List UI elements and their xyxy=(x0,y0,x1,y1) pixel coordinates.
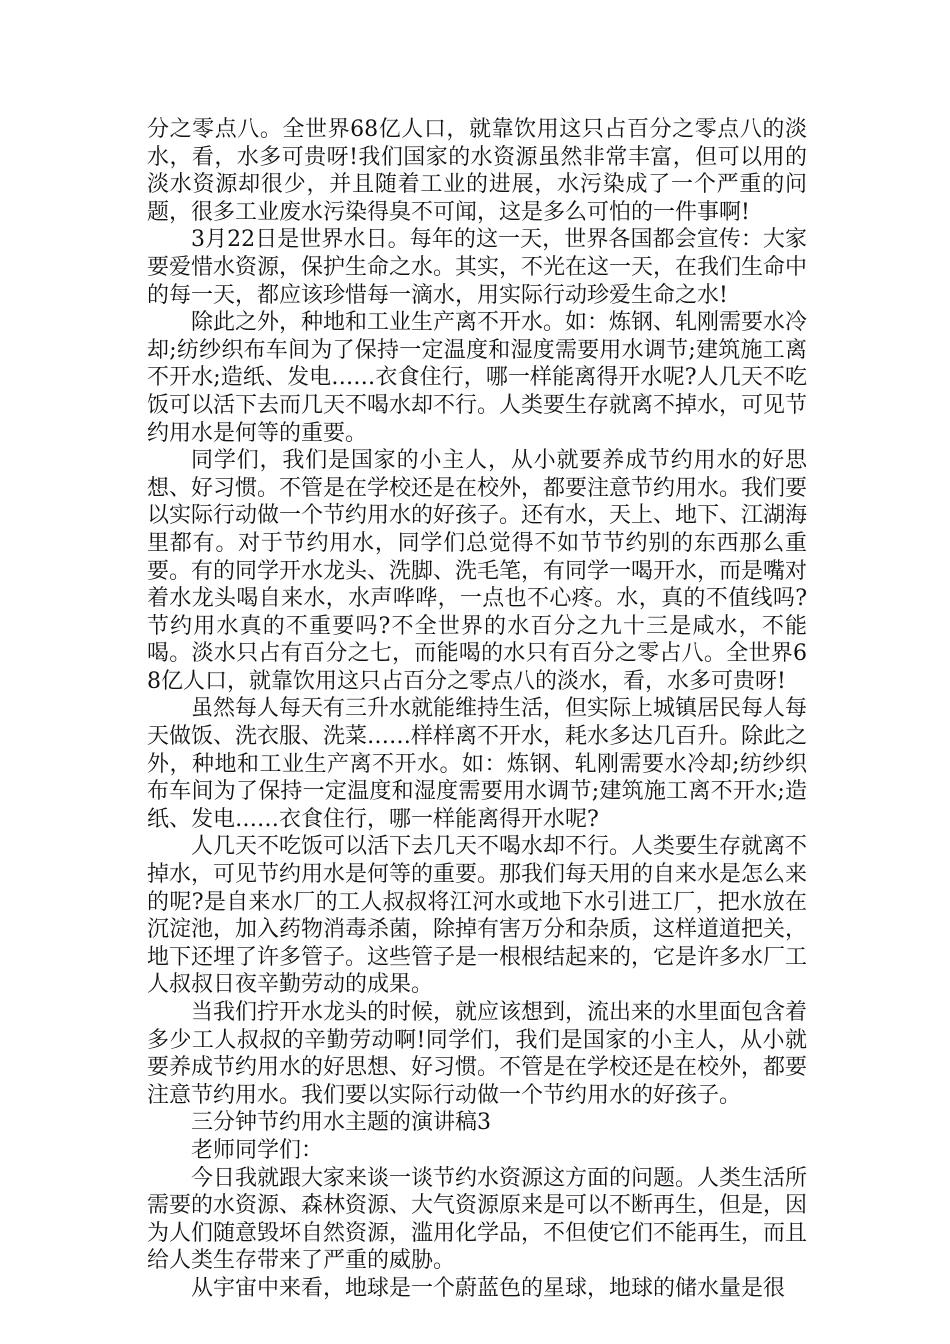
paragraph-1: 分之零点八。全世界68亿人口，就靠饮用这只占百分之零点八的淡水，看，水多可贵呀!我们国家的水资源虽然非常丰富，但可以用的淡水资源却很少，并且随着工业的进展，水污染成了一个严重的问题，很多工业废水污染得臭不可闻，这是多么可怕的一件事啊! xyxy=(147,117,807,225)
paragraph-9: 从宇宙中来看，地球是一个蔚蓝色的星球，地球的储水量是很 xyxy=(191,1275,786,1301)
document-body xyxy=(147,116,807,1303)
paragraph-7: 当我们拧开水龙头的时候，就应该想到，流出来的水里面包含着多少工人叔叔的辛勤劳动啊!同学们，我们是国家的小主人，从小就要养成节约用水的好思想、好习惯。不管是在学校还是在校外，都要注意节约用水。我们要以实际行动做一个节约用水的好孩子。 xyxy=(147,1000,808,1108)
paragraph-4: 同学们，我们是国家的小主人，从小就要养成节约用水的好思想、好习惯。不管是在学校还是在校外，都要注意节约用水。我们要以实际行动做一个节约用水的好孩子。还有水，天上、地下、江湖海里都有。对于节约用水，同学们总觉得不如节节约别的东西那么重要。有的同学开水龙头、洗脚、洗毛笔，有同学一喝开水，而是嘴对着水龙头喝自来水，水声哗哗，一点也不心疼。水，真的不值线吗?节约用水真的不重要吗?不全世界的水百分之九十三是咸水，不能喝。淡水只占有百分之七，而能喝的水只有百分之零占八。全世界68亿人口，就靠饮用这只占百分之零点八的淡水，看，水多可贵呀! xyxy=(147,448,808,694)
paragraph-2: 3月22日是世界水日。每年的这一天，世界各国都会宣传：大家要爱惜水资源，保护生命之水。其实，不光在这一天，在我们生命中的每一天，都应该珍惜每一滴水，用实际行动珍爱生命之水! xyxy=(147,227,808,308)
paragraph-5: 虽然每人每天有三升水就能维持生活，但实际上城镇居民每人每天做饭、洗衣服、洗菜……样样离不开水，耗水多达几百升。除此之外，种地和工业生产离不开水。如：炼钢、轧刚需要水冷却;纺纱织布车间为了保持一定温度和湿度需要用水调节;建筑施工离不开水;造纸、发电……衣食住行，哪一样能离得开水呢? xyxy=(147,696,808,832)
paragraph-3: 除此之外，种地和工业生产离不开水。如：炼钢、轧刚需要水冷却;纺纱织布车间为了保持一定温度和湿度需要用水调节;建筑施工离不开水;造纸、发电……衣食住行，哪一样能离得开水呢?人几天不吃饭可以活下去而几天不喝水却不行。人类要生存就离不掉水，可见节约用水是何等的重要。 xyxy=(147,310,808,446)
section-heading: 三分钟节约用水主题的演讲稿3 xyxy=(191,1110,491,1136)
paragraph-8: 今日我就跟大家来谈一谈节约水资源这方面的问题。人类生活所需要的水资源、森林资源、大气资源原来是可以不断再生，但是，因为人们随意毁坏自然资源，滥用化学品，不但使它们不能再生，而且给人类生存带来了严重的威胁。 xyxy=(147,1165,808,1274)
salutation-line: 老师同学们： xyxy=(191,1137,324,1163)
paragraph-6: 人几天不吃饭可以活下去几天不喝水却不行。人类要生存就离不掉水，可见节约用水是何等的重要。那我们每天用的自来水是怎么来的呢?是自来水厂的工人叔叔将江河水或地下水引进工厂，把水放在沉淀池，加入药物消毒杀菌，除掉有害万分和杂质，这样道道把关，地下还埋了许多管子。这些管子是一根根结起来的，它是许多水厂工人叔叔日夜辛勤劳动的成果。 xyxy=(147,834,808,998)
